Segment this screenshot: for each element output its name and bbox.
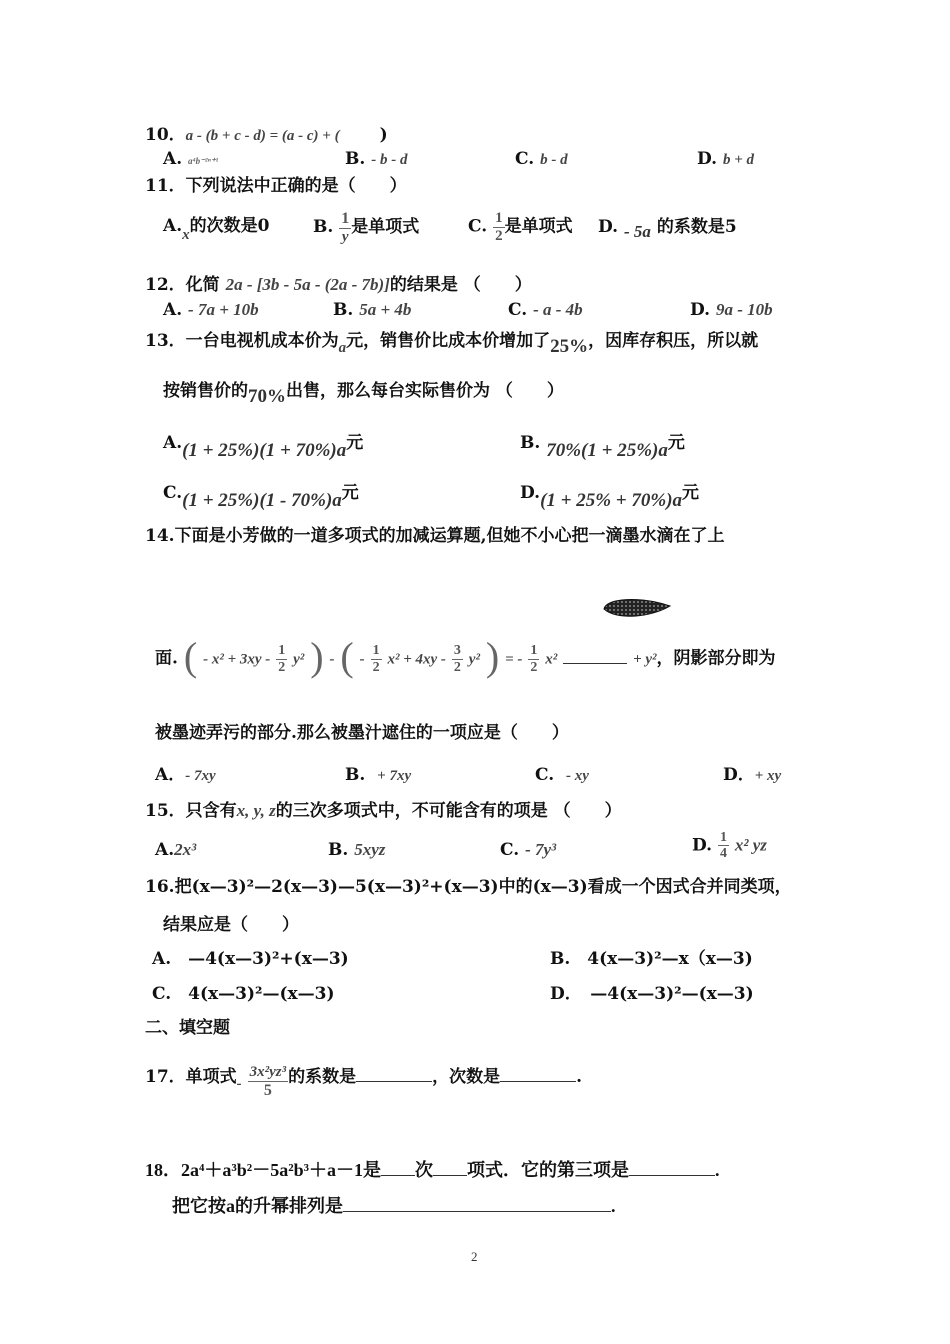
q13-option-a: A.(1 + 25%)(1 + 70%)a元 bbox=[163, 433, 364, 461]
q12-option-a: A. - 7a + 10b bbox=[163, 300, 259, 320]
q18-line-1: 18．2a⁴＋a³b²－5a²b³＋a－1是 次 项式．它的第三项是 . bbox=[145, 1160, 720, 1180]
coefficient-blank bbox=[356, 1081, 432, 1082]
q18-line-2: 把它按a的升幂排列是 . bbox=[172, 1196, 616, 1216]
q10-option-c: C. b - d bbox=[515, 149, 568, 169]
q14-option-a: A．- 7xy bbox=[155, 765, 216, 785]
q15-stem: 15．只含有x, y, z的三次多项式中，不可能含有的项是 （ ） bbox=[145, 801, 622, 821]
q12-option-b: B. 5a + 4b bbox=[333, 300, 412, 320]
section-heading: 二、填空题 bbox=[145, 1018, 230, 1038]
degree-blank-2 bbox=[381, 1175, 415, 1176]
q14-line-3: 被墨迹弄污的部分.那么被墨汁遮住的一项应是（ ） bbox=[155, 723, 569, 743]
q13-line-1: 13．一台电视机成本价为a元，销售价比成本价增加了25%，因库存积压，所以就 bbox=[145, 331, 759, 357]
q15-option-b: B. 5xyz bbox=[328, 840, 386, 860]
q16-option-b: B. 4(x—3)²—x（x—3) bbox=[550, 949, 753, 969]
q16-line-1: 16.把(x—3)²—2(x—3)—5(x—3)²+(x—3)中的(x—3)看成一个因式合并同类项， bbox=[145, 877, 792, 897]
q14-equation: 面. ( - x² + 3xy - $\frac{1}{2}$ y² ) - ( - $\frac{1}{2}$ x² + 4xy - $\frac{3}{2}$ y² ) = - $\frac{1}{2}$ x² + y²，阴影部分即为 bbox=[155, 634, 776, 679]
q16-option-c: C. 4(x—3)²—(x—3) bbox=[152, 984, 335, 1004]
degree-blank bbox=[500, 1081, 576, 1082]
q10-stem: 10．a - (b + c - d) = (a - c) + ( ) bbox=[145, 125, 388, 145]
q16-line-2: 结果应是（ ） bbox=[163, 915, 299, 935]
ink-blot-image bbox=[600, 596, 672, 622]
ink-covered-blank bbox=[563, 663, 627, 664]
q16-option-d: D． —4(x—3)²—(x—3) bbox=[550, 984, 754, 1004]
terms-blank bbox=[433, 1175, 467, 1176]
q14-option-c: C. - xy bbox=[535, 765, 589, 785]
q10-option-a: A. a⁴b⁻²ⁿ⁺¹ bbox=[163, 149, 219, 169]
q15-option-d: D. $\frac{1}{4}$ x² yz bbox=[692, 830, 767, 862]
q17-stem: 17．单项式- $\frac{\text{3x²yz³}}{5}$ 的系数是 ，次数是 . bbox=[145, 1064, 583, 1099]
q14-line-1: 14.下面是小芳做的一道多项式的加减运算题,但她不小心把一滴墨水滴在了上 bbox=[145, 526, 725, 546]
q12-stem: 12．化简 2a - [3b - 5a - (2a - 7b)]的结果是 （ ） bbox=[145, 275, 532, 295]
q11-stem: 11．下列说法中正确的是（ ） bbox=[145, 176, 407, 196]
q10-option-b: B. - b - d bbox=[345, 149, 408, 169]
q14-option-d: D．+ xy bbox=[723, 765, 782, 785]
q11-option-c: C. $\frac{1}{2}$ 是单项式 bbox=[468, 210, 573, 244]
q12-option-d: D. 9a - 10b bbox=[690, 300, 773, 320]
q13-line-2: 按销售价的70%出售，那么每台实际售价为 （ ） bbox=[163, 381, 564, 407]
q16-option-a: A. —4(x—3)²+(x—3) bbox=[152, 949, 349, 969]
q13-option-c: C.(1 + 25%)(1 - 70%)a元 bbox=[163, 483, 359, 511]
q10-option-d: D. b + d bbox=[697, 149, 755, 169]
q12-option-c: C. - a - 4b bbox=[508, 300, 583, 320]
q13-option-b: B. 70%(1 + 25%)a元 bbox=[520, 433, 685, 461]
q15-option-c: C. - 7y³ bbox=[500, 840, 557, 860]
ascending-order-blank bbox=[343, 1211, 611, 1212]
third-term-blank bbox=[629, 1175, 715, 1176]
q14-option-b: B. + 7xy bbox=[345, 765, 412, 785]
q13-option-d: D.(1 + 25% + 70%)a元 bbox=[520, 483, 700, 511]
q15-option-a: A.2x³ bbox=[155, 840, 197, 860]
page-number: 2 bbox=[471, 1249, 478, 1264]
q11-option-b: B. $\frac{1}{y}$ 是单项式 bbox=[313, 210, 420, 245]
q11-option-d: D. - 5a 的系数是5 bbox=[598, 217, 737, 241]
q11-option-a: A.x的次数是0 bbox=[163, 216, 270, 243]
